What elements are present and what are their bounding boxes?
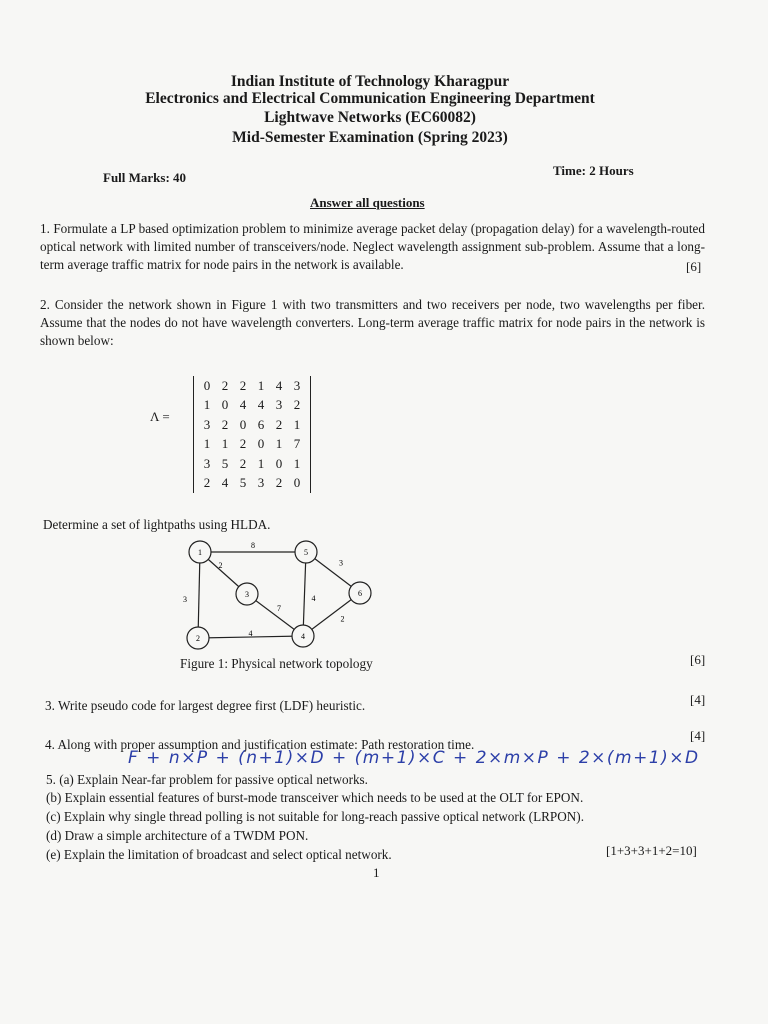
matrix-cell: 1 xyxy=(203,436,211,452)
matrix-cell: 0 xyxy=(221,397,229,413)
matrix-cell: 2 xyxy=(221,377,229,393)
matrix-cell: 2 xyxy=(239,455,247,471)
matrix-row xyxy=(198,435,306,455)
question-5-marks: [1+3+3+1+2=10] xyxy=(606,843,697,858)
question-2-task: Determine a set of lightpaths using HLDA. xyxy=(43,517,271,532)
matrix-cell: 5 xyxy=(221,455,229,471)
question-5c: (c) Explain why single thread polling is not suitable for long-reach passive optical network (LRPON). xyxy=(46,809,584,824)
graph-node-label: 5 xyxy=(304,548,308,557)
course-title: Lightwave Networks (EC60082) xyxy=(264,109,476,126)
graph-node-label: 4 xyxy=(301,632,305,641)
department-name: Electronics and Electrical Communication Engineering Department xyxy=(145,90,595,107)
question-2-text: 2. Consider the network shown in Figure 1 with two transmitters and two receivers per node, two wavelengths per fiber. Assume that the nodes do not have wavelength converters. Long-term average traffic matrix for node pairs in the network is shown below: xyxy=(40,297,705,348)
question-5e: (e) Explain the limitation of broadcast and select optical network. xyxy=(46,847,392,862)
matrix-cell: 1 xyxy=(293,455,301,471)
graph-edge-weight: 2 xyxy=(218,561,223,570)
graph-edge-weight: 7 xyxy=(277,604,281,613)
matrix-row xyxy=(198,415,306,435)
matrix-row xyxy=(198,474,306,494)
question-5a: 5. (a) Explain Near-far problem for passive optical networks. xyxy=(46,772,368,787)
network-topology-figure xyxy=(170,535,390,655)
graph-edge-weight: 3 xyxy=(183,595,187,604)
matrix-label: Λ = xyxy=(150,409,170,424)
matrix-cell: 2 xyxy=(239,377,247,393)
question-1-text: 1. Formulate a LP based optimization problem to minimize average packet delay (propagation delay) for a wavelength-routed optical network with limited number of transceivers/node. Neglect wavelength assignment sub-problem. Assume that a long-term average traffic matrix for node pairs in the network is available. xyxy=(40,221,705,272)
graph-node-label: 2 xyxy=(196,634,200,643)
institute-name: Indian Institute of Technology Kharagpur xyxy=(230,73,510,90)
full-marks: Full Marks: 40 xyxy=(103,170,187,185)
matrix-cell: 4 xyxy=(257,397,265,413)
matrix-cell: 5 xyxy=(239,475,247,491)
matrix-cell: 2 xyxy=(275,475,283,491)
matrix-cell: 1 xyxy=(293,416,301,432)
question-5b: (b) Explain essential features of burst-mode transceiver which needs to be used at the OLT for EPON. xyxy=(46,790,584,805)
exam-time: Time: 2 Hours xyxy=(553,163,634,178)
matrix-cell: 1 xyxy=(221,436,229,452)
matrix-cell: 3 xyxy=(203,416,211,432)
matrix-row xyxy=(198,396,306,416)
graph-node-label: 1 xyxy=(198,548,202,557)
question-2-marks: [6] xyxy=(690,652,706,667)
question-4-text: 4. Along with proper assumption and justification estimate: Path restoration time. xyxy=(45,737,475,752)
matrix-cell: 7 xyxy=(293,436,301,452)
matrix-cell: 1 xyxy=(203,397,211,413)
question-5d: (d) Draw a simple architecture of a TWDM PON. xyxy=(46,828,309,843)
instruction: Answer all questions xyxy=(310,195,425,210)
graph-node-label: 3 xyxy=(245,590,249,599)
matrix-cell: 2 xyxy=(203,475,211,491)
matrix-cell: 4 xyxy=(275,377,283,393)
matrix-cell: 2 xyxy=(275,416,283,432)
traffic-matrix xyxy=(193,376,311,493)
handwritten-answer: F + n×P + (n+1)×D + (m+1)×C + 2×m×P + 2×(m+1)×D xyxy=(128,748,700,768)
graph-edge-5-4 xyxy=(303,552,306,636)
question-3-marks: [4] xyxy=(690,692,706,707)
graph-edge-weight: 4 xyxy=(311,594,316,603)
graph-edge-weight: 8 xyxy=(251,541,255,550)
question-3-text: 3. Write pseudo code for largest degree first (LDF) heuristic. xyxy=(45,698,366,713)
matrix-cell: 4 xyxy=(221,475,229,491)
matrix-cell: 3 xyxy=(293,377,301,393)
matrix-cell: 4 xyxy=(239,397,247,413)
graph-edge-1-2 xyxy=(198,552,200,638)
matrix-cell: 3 xyxy=(275,397,283,413)
figure-caption: Figure 1: Physical network topology xyxy=(180,656,373,671)
matrix-cell: 6 xyxy=(257,416,265,432)
matrix-cell: 2 xyxy=(293,397,301,413)
graph-edge-weight: 4 xyxy=(248,629,253,638)
page-number: 1 xyxy=(373,865,380,880)
matrix-cell: 2 xyxy=(221,416,229,432)
matrix-cell: 3 xyxy=(203,455,211,471)
matrix-cell: 0 xyxy=(257,436,265,452)
question-1-marks: [6] xyxy=(686,259,702,274)
matrix-cell: 3 xyxy=(257,475,265,491)
matrix-cell: 1 xyxy=(275,436,283,452)
matrix-cell: 0 xyxy=(239,416,247,432)
graph-node-label: 6 xyxy=(358,589,362,598)
question-4-marks: [4] xyxy=(690,728,706,743)
graph-edge-weight: 3 xyxy=(339,558,343,568)
matrix-row xyxy=(198,376,306,396)
matrix-row xyxy=(198,454,306,474)
matrix-cell: 0 xyxy=(203,377,211,393)
matrix-cell: 0 xyxy=(275,455,283,471)
matrix-cell: 0 xyxy=(293,475,301,491)
matrix-cell: 1 xyxy=(257,455,265,471)
graph-edge-weight: 2 xyxy=(340,614,345,624)
matrix-cell: 2 xyxy=(239,436,247,452)
exam-title: Mid-Semester Examination (Spring 2023) xyxy=(232,129,508,146)
matrix-cell: 1 xyxy=(257,377,265,393)
